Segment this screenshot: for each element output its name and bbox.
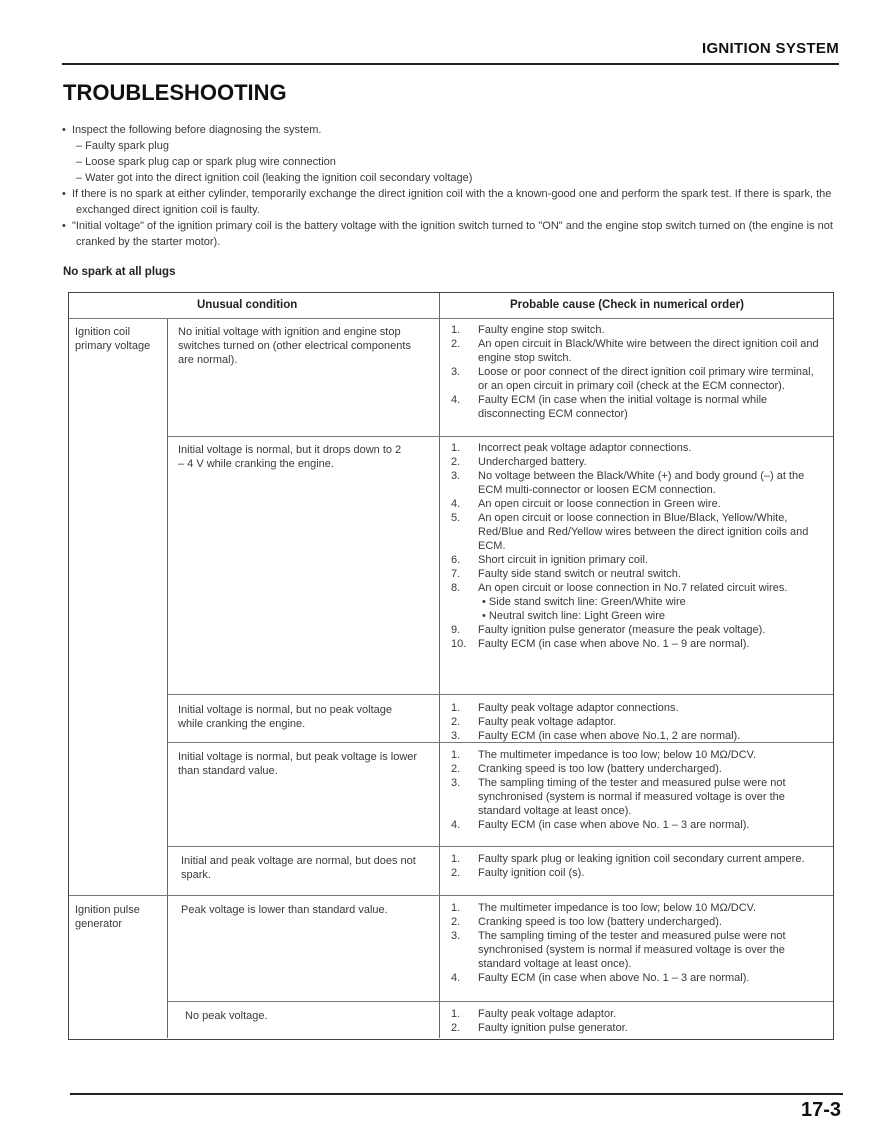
condition-row-4: Initial voltage is normal, but peak voltage is lower than standard value. [178, 751, 418, 777]
cause-item: 2. Faulty ignition pulse generator. [451, 1022, 628, 1034]
footer-rule [70, 1093, 843, 1095]
condition-row-1: No initial voltage with ignition and engine stop switches turned on (other electrical components are normal). [178, 326, 411, 366]
cause-item: 4. An open circuit or loose connection in Green wire. [451, 498, 721, 510]
header-title: IGNITION SYSTEM [701, 40, 839, 57]
cause-item: 2. An open circuit in Black/White wire between the direct ignition coil and engine stop switch. [451, 338, 819, 364]
section-title: TROUBLESHOOTING [63, 80, 287, 105]
cause-item: 9. Faulty ignition pulse generator (measure the peak voltage). [451, 624, 766, 636]
cause-item: 2. Faulty ignition coil (s). [451, 867, 585, 879]
causes-row-2 [451, 441, 823, 651]
causes-row-6 [451, 901, 823, 985]
cause-item: 2. Undercharged battery. [451, 456, 587, 468]
cause-item: 3. Loose or poor connect of the direct ignition coil primary wire terminal, or an open circuit in primary coil (check at the ECM connector). [451, 366, 814, 392]
group-ignition-pulse-generator: Ignition pulse generator [75, 904, 140, 930]
cause-item: 1. Faulty peak voltage adaptor. [451, 1008, 617, 1020]
row-rule-5 [69, 895, 833, 896]
cause-item: 3. Faulty ECM (in case when above No.1, 2 are normal). [451, 730, 741, 742]
intro-bullet-1: • Inspect the following before diagnosing the system. [62, 124, 322, 136]
condition-row-7: No peak voltage. [185, 1010, 268, 1022]
row-rule-4 [168, 846, 833, 847]
cause-item: 3. No voltage between the Black/White (+) and body ground (–) at the ECM multi-connector or loosen ECM connection. [451, 470, 805, 496]
group-ignition-coil-primary-voltage: Ignition coil primary voltage [75, 326, 151, 352]
header-row-rule [69, 318, 833, 319]
intro-bullet-3: • "Initial voltage" of the ignition primary coil is the battery voltage with the ignition switch turned to "ON" and the engine stop switch turned on (the engine is not cranked by the starter motor). [62, 220, 833, 248]
page-number: 17-3 [800, 1099, 841, 1121]
row-rule-2 [168, 694, 833, 695]
condition-row-6: Peak voltage is lower than standard value. [181, 904, 388, 916]
cause-item: 2. Cranking speed is too low (battery undercharged). [451, 763, 722, 775]
row-rule-1 [168, 436, 833, 437]
cause-item: 10. Faulty ECM (in case when above No. 1 – 9 are normal). [451, 638, 750, 650]
cause-item: 6. Short circuit in ignition primary coil. [451, 554, 648, 566]
intro-dash-1: – Faulty spark plug [76, 140, 169, 152]
cause-item: 1. The multimeter impedance is too low; below 10 MΩ/DCV. [451, 902, 757, 914]
cause-item: 7. Faulty side stand switch or neutral switch. [451, 568, 681, 580]
cause-item: 1. Faulty peak voltage adaptor connections. [451, 702, 679, 714]
cause-item: 1. Incorrect peak voltage adaptor connections. [451, 442, 692, 454]
row-rule-6 [168, 1001, 833, 1002]
sub-neutral-line: • Neutral switch line: Light Green wire [482, 610, 665, 622]
header-rule [62, 63, 839, 65]
troubleshooting-table [68, 292, 834, 1040]
col-divider-1 [167, 318, 168, 1038]
causes-row-3 [451, 701, 823, 743]
condition-row-2: Initial voltage is normal, but it drops down to 2 – 4 V while cranking the engine. [178, 444, 402, 470]
condition-row-5: Initial and peak voltage are normal, but does not spark. [181, 855, 416, 881]
cause-item: 4. Faulty ECM (in case when above No. 1 – 3 are normal). [451, 819, 750, 831]
sub-side-stand-line: • Side stand switch line: Green/White wire [482, 596, 686, 608]
subhead: No spark at all plugs [63, 266, 176, 278]
causes-row-5 [451, 852, 823, 880]
header-probable-cause: Probable cause (Check in numerical order) [510, 299, 744, 311]
cause-item: 1. Faulty engine stop switch. [451, 324, 605, 336]
cause-item: 5. An open circuit or loose connection in Blue/Black, Yellow/White, Red/Blue and Red/Yellow wires between the direct ignition coils and ECM. [451, 512, 809, 552]
cause-item: 4. Faulty ECM (in case when the initial voltage is normal while disconnecting ECM connector) [451, 394, 768, 420]
intro-dash-2: – Loose spark plug cap or spark plug wire connection [76, 156, 336, 168]
intro-bullet-2: • If there is no spark at either cylinder, temporarily exchange the direct ignition coil with the a known-good one and perform the spark test. If there is spark, the exchanged direct ignition coil is faulty. [62, 188, 832, 216]
header-unusual-condition: Unusual condition [197, 299, 298, 311]
causes-row-4 [451, 748, 823, 832]
causes-row-7 [451, 1007, 823, 1035]
intro-dash-3: – Water got into the direct ignition coil (leaking the ignition coil secondary voltage) [76, 172, 473, 184]
cause-item: 8. An open circuit or loose connection in No.7 related circuit wires. • Side stand switch line: Green/White wire • Neutral switch line: Light Green wire [451, 581, 823, 623]
cause-item: 1. Faulty spark plug or leaking ignition coil secondary current ampere. [451, 853, 805, 865]
cause-item: 3. The sampling timing of the tester and measured pulse were not synchronised (system is normal if measured voltage is over the standard voltage at least once). [451, 930, 786, 970]
cause-item: 2. Cranking speed is too low (battery undercharged). [451, 916, 722, 928]
cause-item: 3. The sampling timing of the tester and measured pulse were not synchronised (system is normal if measured voltage is over the standard voltage at least once). [451, 777, 786, 817]
cause-item: 2. Faulty peak voltage adaptor. [451, 716, 617, 728]
intro-notes [62, 122, 842, 250]
cause-item: 1. The multimeter impedance is too low; below 10 MΩ/DCV. [451, 749, 757, 761]
causes-row-1 [451, 323, 823, 421]
col-divider-2 [439, 293, 440, 1038]
cause-item: 4. Faulty ECM (in case when above No. 1 – 3 are normal). [451, 972, 750, 984]
condition-row-3: Initial voltage is normal, but no peak voltage while cranking the engine. [178, 704, 393, 730]
